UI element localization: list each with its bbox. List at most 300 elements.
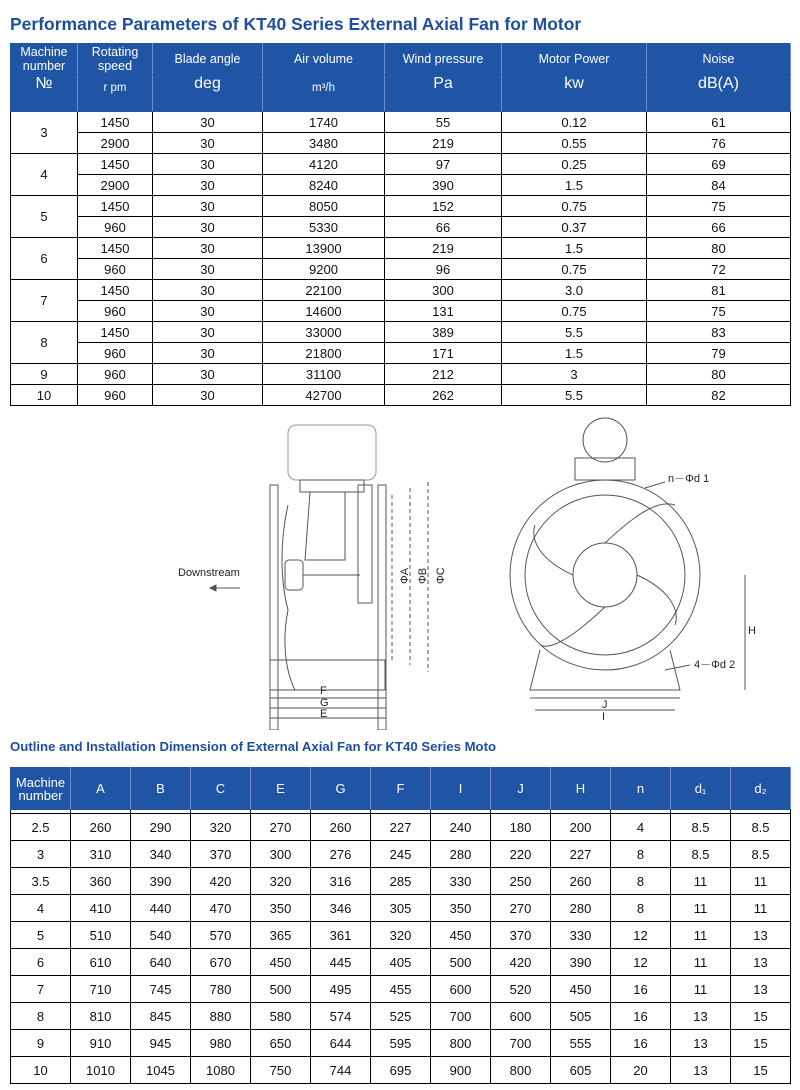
table-row (11, 814, 791, 841)
speed-cell: 960 (78, 301, 153, 322)
dim-value-cell: 8 (611, 895, 671, 922)
dim-value-cell: 980 (191, 1030, 251, 1057)
dim-value-cell: 600 (491, 1003, 551, 1030)
dim-value-cell: 300 (251, 841, 311, 868)
h-label: H (748, 625, 756, 637)
dim-value-cell: 350 (251, 895, 311, 922)
dim-value-cell: 8 (611, 841, 671, 868)
pressure-cell: 66 (385, 217, 502, 238)
table-row (11, 1030, 791, 1057)
speed-cell: 960 (78, 364, 153, 385)
noise-cell: 80 (647, 238, 791, 259)
noise-cell: 75 (647, 196, 791, 217)
angle-cell: 30 (153, 364, 263, 385)
unit-air-volume: m³/h (263, 75, 385, 112)
dim-header-machine-number: Machine number (11, 768, 71, 810)
angle-cell: 30 (153, 259, 263, 280)
dim-value-cell: 350 (431, 895, 491, 922)
center-flange (358, 485, 372, 603)
blade-top (282, 505, 288, 610)
downstream-arrowhead (210, 585, 216, 591)
pressure-cell: 152 (385, 196, 502, 217)
dim-value-cell: 13 (671, 1003, 731, 1030)
dim-value-cell: 8.5 (671, 841, 731, 868)
dim-value-cell: 580 (251, 1003, 311, 1030)
header-wind-pressure: Wind pressure (385, 44, 502, 75)
angle-cell: 30 (153, 343, 263, 364)
dim-header-h: H (551, 768, 611, 810)
dim-header-a: A (71, 768, 131, 810)
f-label: F (320, 685, 327, 697)
dim-value-cell: 20 (611, 1057, 671, 1084)
dim-value-cell: 650 (251, 1030, 311, 1057)
dim-value-cell: 13 (671, 1057, 731, 1084)
dim-value-cell: 745 (131, 976, 191, 1003)
performance-table-body (11, 112, 791, 406)
power-cell: 1.5 (502, 175, 647, 196)
dim-value-cell: 520 (491, 976, 551, 1003)
dim-value-cell: 330 (551, 922, 611, 949)
noise-cell: 81 (647, 280, 791, 301)
table-row (11, 385, 791, 406)
dim-header-d2: d₂ (731, 768, 791, 810)
dim-machine-number-cell: 10 (11, 1057, 71, 1084)
dim-value-cell: 390 (551, 949, 611, 976)
dim-value-cell: 227 (371, 814, 431, 841)
angle-cell: 30 (153, 301, 263, 322)
pressure-cell: 171 (385, 343, 502, 364)
dim-value-cell: 370 (491, 922, 551, 949)
table-row (11, 217, 791, 238)
dim-value-cell: 445 (311, 949, 371, 976)
dim-value-cell: 640 (131, 949, 191, 976)
dim-value-cell: 245 (371, 841, 431, 868)
dim-value-cell: 510 (71, 922, 131, 949)
side-view (210, 425, 428, 730)
dim-value-cell: 320 (251, 868, 311, 895)
noise-cell: 84 (647, 175, 791, 196)
dim-value-cell: 330 (431, 868, 491, 895)
four-phi-d2-label: 4－Φd 2 (694, 659, 736, 671)
dim-value-cell: 13 (731, 922, 791, 949)
pressure-cell: 131 (385, 301, 502, 322)
air-volume-cell: 13900 (263, 238, 385, 259)
pressure-cell: 389 (385, 322, 502, 343)
power-cell: 5.5 (502, 385, 647, 406)
air-volume-cell: 1740 (263, 112, 385, 133)
dim-value-cell: 390 (131, 868, 191, 895)
dim-value-cell: 1010 (71, 1057, 131, 1084)
air-volume-cell: 9200 (263, 259, 385, 280)
blade-bottom (285, 610, 295, 690)
dim-value-cell: 360 (71, 868, 131, 895)
air-volume-cell: 42700 (263, 385, 385, 406)
dim-machine-number-cell: 3.5 (11, 868, 71, 895)
speed-cell: 960 (78, 217, 153, 238)
table-row (11, 175, 791, 196)
d1-leader (645, 482, 665, 488)
i-label: I (602, 711, 606, 723)
header-machine-number: Machine number (11, 44, 78, 75)
dim-value-cell: 220 (491, 841, 551, 868)
dim-value-cell: 365 (251, 922, 311, 949)
dim-header-g: G (311, 768, 371, 810)
noise-cell: 61 (647, 112, 791, 133)
motor-circle-front (583, 418, 627, 462)
power-cell: 0.37 (502, 217, 647, 238)
power-cell: 0.12 (502, 112, 647, 133)
dim-value-cell: 800 (491, 1057, 551, 1084)
pressure-cell: 390 (385, 175, 502, 196)
performance-title: Performance Parameters of KT40 Series External Axial Fan for Motor (10, 14, 582, 34)
dim-value-cell: 880 (191, 1003, 251, 1030)
phi-b-label: ΦB (417, 567, 429, 584)
dim-value-cell: 500 (431, 949, 491, 976)
unit-wind-pressure: Pa (385, 75, 502, 112)
e-label: E (320, 708, 328, 720)
speed-cell: 960 (78, 259, 153, 280)
dim-machine-number-cell: 7 (11, 976, 71, 1003)
dim-value-cell: 495 (311, 976, 371, 1003)
dim-value-cell: 540 (131, 922, 191, 949)
table-row (11, 133, 791, 154)
dim-value-cell: 695 (371, 1057, 431, 1084)
air-volume-cell: 8050 (263, 196, 385, 217)
hub (285, 560, 303, 590)
dim-value-cell: 405 (371, 949, 431, 976)
dim-header-j: J (491, 768, 551, 810)
speed-cell: 960 (78, 343, 153, 364)
pressure-cell: 212 (385, 364, 502, 385)
power-cell: 5.5 (502, 322, 647, 343)
header-rotating-speed: Rotating speed (78, 44, 153, 75)
right-flange (378, 485, 386, 730)
dim-value-cell: 361 (311, 922, 371, 949)
hub-circle (573, 543, 637, 607)
dim-value-cell: 500 (251, 976, 311, 1003)
phi-a-label: ΦA (399, 567, 411, 584)
dim-value-cell: 595 (371, 1030, 431, 1057)
machine-number-cell: 4 (11, 154, 78, 196)
speed-cell: 1450 (78, 238, 153, 259)
speed-cell: 1450 (78, 280, 153, 301)
performance-header-row (11, 44, 791, 75)
dim-value-cell: 420 (191, 868, 251, 895)
dim-value-cell: 16 (611, 1003, 671, 1030)
dim-value-cell: 13 (731, 949, 791, 976)
dim-value-cell: 280 (551, 895, 611, 922)
speed-cell: 960 (78, 385, 153, 406)
dim-value-cell: 13 (671, 1030, 731, 1057)
dim-value-cell: 8.5 (731, 814, 791, 841)
dim-value-cell: 780 (191, 976, 251, 1003)
dimension-table (10, 767, 791, 1084)
table-row (11, 1057, 791, 1084)
table-row (11, 868, 791, 895)
pressure-cell: 97 (385, 154, 502, 175)
power-cell: 0.75 (502, 259, 647, 280)
dim-value-cell: 744 (311, 1057, 371, 1084)
unit-noise: dB(A) (647, 75, 791, 112)
power-cell: 1.5 (502, 343, 647, 364)
power-cell: 1.5 (502, 238, 647, 259)
j-label: J (602, 699, 608, 711)
dim-value-cell: 15 (731, 1003, 791, 1030)
dim-value-cell: 12 (611, 949, 671, 976)
pressure-cell: 96 (385, 259, 502, 280)
machine-number-cell: 9 (11, 364, 78, 385)
angle-cell: 30 (153, 280, 263, 301)
dim-value-cell: 13 (731, 976, 791, 1003)
dim-value-cell: 320 (191, 814, 251, 841)
unit-motor-power: kw (502, 75, 647, 112)
dim-value-cell: 700 (491, 1030, 551, 1057)
dim-header-b: B (131, 768, 191, 810)
speed-cell: 1450 (78, 196, 153, 217)
table-row (11, 154, 791, 175)
dim-value-cell: 285 (371, 868, 431, 895)
air-volume-cell: 31100 (263, 364, 385, 385)
speed-cell: 1450 (78, 112, 153, 133)
dim-value-cell: 270 (251, 814, 311, 841)
dim-value-cell: 8.5 (731, 841, 791, 868)
dim-header-i: I (431, 768, 491, 810)
phi-c-label: ΦC (435, 567, 447, 584)
dim-value-cell: 280 (431, 841, 491, 868)
dim-value-cell: 11 (671, 895, 731, 922)
dim-value-cell: 11 (731, 895, 791, 922)
dim-value-cell: 11 (731, 868, 791, 895)
pressure-cell: 219 (385, 238, 502, 259)
dim-value-cell: 600 (431, 976, 491, 1003)
motor-mount (300, 480, 364, 492)
dim-machine-number-cell: 3 (11, 841, 71, 868)
dim-value-cell: 810 (71, 1003, 131, 1030)
header-noise: Noise (647, 44, 791, 75)
air-volume-cell: 22100 (263, 280, 385, 301)
dim-value-cell: 450 (431, 922, 491, 949)
pressure-cell: 262 (385, 385, 502, 406)
dim-machine-number-cell: 5 (11, 922, 71, 949)
dim-value-cell: 240 (431, 814, 491, 841)
left-flange (270, 485, 278, 730)
performance-units-row (11, 75, 791, 112)
dim-value-cell: 8.5 (671, 814, 731, 841)
dim-value-cell: 11 (671, 976, 731, 1003)
pressure-cell: 55 (385, 112, 502, 133)
dim-value-cell: 8 (611, 868, 671, 895)
dim-value-cell: 11 (671, 868, 731, 895)
performance-table (10, 43, 791, 406)
dim-value-cell: 525 (371, 1003, 431, 1030)
angle-cell: 30 (153, 154, 263, 175)
motor-base-front (575, 458, 635, 480)
angle-cell: 30 (153, 217, 263, 238)
dim-value-cell: 750 (251, 1057, 311, 1084)
dim-value-cell: 605 (551, 1057, 611, 1084)
noise-cell: 75 (647, 301, 791, 322)
speed-cell: 2900 (78, 175, 153, 196)
dimension-table-body (11, 810, 791, 1084)
table-row (11, 112, 791, 133)
table-row (11, 280, 791, 301)
header-air-volume: Air volume (263, 44, 385, 75)
angle-cell: 30 (153, 133, 263, 154)
header-blade-angle: Blade angle (153, 44, 263, 75)
noise-cell: 69 (647, 154, 791, 175)
noise-cell: 66 (647, 217, 791, 238)
dim-value-cell: 16 (611, 1030, 671, 1057)
dim-header-c: C (191, 768, 251, 810)
noise-cell: 76 (647, 133, 791, 154)
dim-value-cell: 845 (131, 1003, 191, 1030)
unit-machine-number: № (11, 75, 78, 112)
speed-cell: 2900 (78, 133, 153, 154)
dim-value-cell: 455 (371, 976, 431, 1003)
air-volume-cell: 8240 (263, 175, 385, 196)
table-row (11, 841, 791, 868)
dim-value-cell: 15 (731, 1057, 791, 1084)
dimension-title: Outline and Installation Dimension of External Axial Fan for KT40 Series Moto (10, 739, 497, 754)
speed-cell: 1450 (78, 154, 153, 175)
dim-value-cell: 15 (731, 1030, 791, 1057)
angle-cell: 30 (153, 238, 263, 259)
angle-cell: 30 (153, 322, 263, 343)
dim-value-cell: 1045 (131, 1057, 191, 1084)
table-row (11, 238, 791, 259)
dim-machine-number-cell: 9 (11, 1030, 71, 1057)
speed-cell: 1450 (78, 322, 153, 343)
motor-body (305, 492, 345, 560)
dim-value-cell: 305 (371, 895, 431, 922)
air-volume-cell: 33000 (263, 322, 385, 343)
pressure-cell: 300 (385, 280, 502, 301)
table-row (11, 301, 791, 322)
dim-machine-number-cell: 2.5 (11, 814, 71, 841)
dim-value-cell: 11 (671, 922, 731, 949)
header-motor-power: Motor Power (502, 44, 647, 75)
dim-value-cell: 574 (311, 1003, 371, 1030)
machine-number-cell: 8 (11, 322, 78, 364)
dim-value-cell: 1080 (191, 1057, 251, 1084)
outer-ring (510, 480, 700, 670)
power-cell: 0.25 (502, 154, 647, 175)
dim-value-cell: 450 (551, 976, 611, 1003)
unit-blade-angle: deg (153, 75, 263, 112)
dim-machine-number-cell: 4 (11, 895, 71, 922)
d2-leader (665, 665, 690, 670)
noise-cell: 83 (647, 322, 791, 343)
dim-header-e: E (251, 768, 311, 810)
dim-header-f: F (371, 768, 431, 810)
power-cell: 0.75 (502, 301, 647, 322)
dim-value-cell: 420 (491, 949, 551, 976)
dim-value-cell: 800 (431, 1030, 491, 1057)
dim-value-cell: 290 (131, 814, 191, 841)
dim-value-cell: 11 (671, 949, 731, 976)
table-row (11, 922, 791, 949)
table-row (11, 196, 791, 217)
table-row (11, 949, 791, 976)
power-cell: 0.55 (502, 133, 647, 154)
dim-header-d1: d₁ (671, 768, 731, 810)
table-row (11, 895, 791, 922)
fan-outline-drawing (170, 410, 770, 730)
dim-value-cell: 260 (551, 868, 611, 895)
table-row (11, 322, 791, 343)
machine-number-cell: 6 (11, 238, 78, 280)
power-cell: 3 (502, 364, 647, 385)
table-row (11, 259, 791, 280)
unit-rotating-speed: r pm (78, 75, 153, 112)
dim-value-cell: 370 (191, 841, 251, 868)
dim-value-cell: 670 (191, 949, 251, 976)
dim-value-cell: 610 (71, 949, 131, 976)
angle-cell: 30 (153, 175, 263, 196)
noise-cell: 72 (647, 259, 791, 280)
power-cell: 0.75 (502, 196, 647, 217)
air-volume-cell: 4120 (263, 154, 385, 175)
dim-value-cell: 276 (311, 841, 371, 868)
dim-value-cell: 316 (311, 868, 371, 895)
downstream-label: Downstream (178, 567, 240, 579)
dim-value-cell: 16 (611, 976, 671, 1003)
power-cell: 3.0 (502, 280, 647, 301)
pressure-cell: 219 (385, 133, 502, 154)
dim-value-cell: 700 (431, 1003, 491, 1030)
table-row (11, 343, 791, 364)
dim-machine-number-cell: 8 (11, 1003, 71, 1030)
g-label: G (320, 697, 329, 709)
dim-value-cell: 180 (491, 814, 551, 841)
dim-value-cell: 440 (131, 895, 191, 922)
table-row (11, 1003, 791, 1030)
dim-value-cell: 710 (71, 976, 131, 1003)
table-row (11, 976, 791, 1003)
machine-number-cell: 7 (11, 280, 78, 322)
dim-value-cell: 260 (71, 814, 131, 841)
air-volume-cell: 5330 (263, 217, 385, 238)
dim-value-cell: 505 (551, 1003, 611, 1030)
dim-value-cell: 470 (191, 895, 251, 922)
dim-value-cell: 644 (311, 1030, 371, 1057)
n-phi-d1-label: n－Φd 1 (668, 473, 710, 485)
dim-value-cell: 260 (311, 814, 371, 841)
air-volume-cell: 3480 (263, 133, 385, 154)
dim-value-cell: 270 (491, 895, 551, 922)
dim-value-cell: 200 (551, 814, 611, 841)
dim-value-cell: 555 (551, 1030, 611, 1057)
machine-number-cell: 5 (11, 196, 78, 238)
machine-number-cell: 3 (11, 112, 78, 154)
noise-cell: 79 (647, 343, 791, 364)
dim-value-cell: 340 (131, 841, 191, 868)
dim-value-cell: 250 (491, 868, 551, 895)
dim-value-cell: 570 (191, 922, 251, 949)
dim-machine-number-cell: 6 (11, 949, 71, 976)
dim-header-n: n (611, 768, 671, 810)
machine-number-cell: 10 (11, 385, 78, 406)
dim-value-cell: 450 (251, 949, 311, 976)
noise-cell: 82 (647, 385, 791, 406)
table-row (11, 364, 791, 385)
dim-value-cell: 320 (371, 922, 431, 949)
dim-value-cell: 227 (551, 841, 611, 868)
angle-cell: 30 (153, 196, 263, 217)
fan-blades (534, 504, 676, 646)
noise-cell: 80 (647, 364, 791, 385)
angle-cell: 30 (153, 112, 263, 133)
